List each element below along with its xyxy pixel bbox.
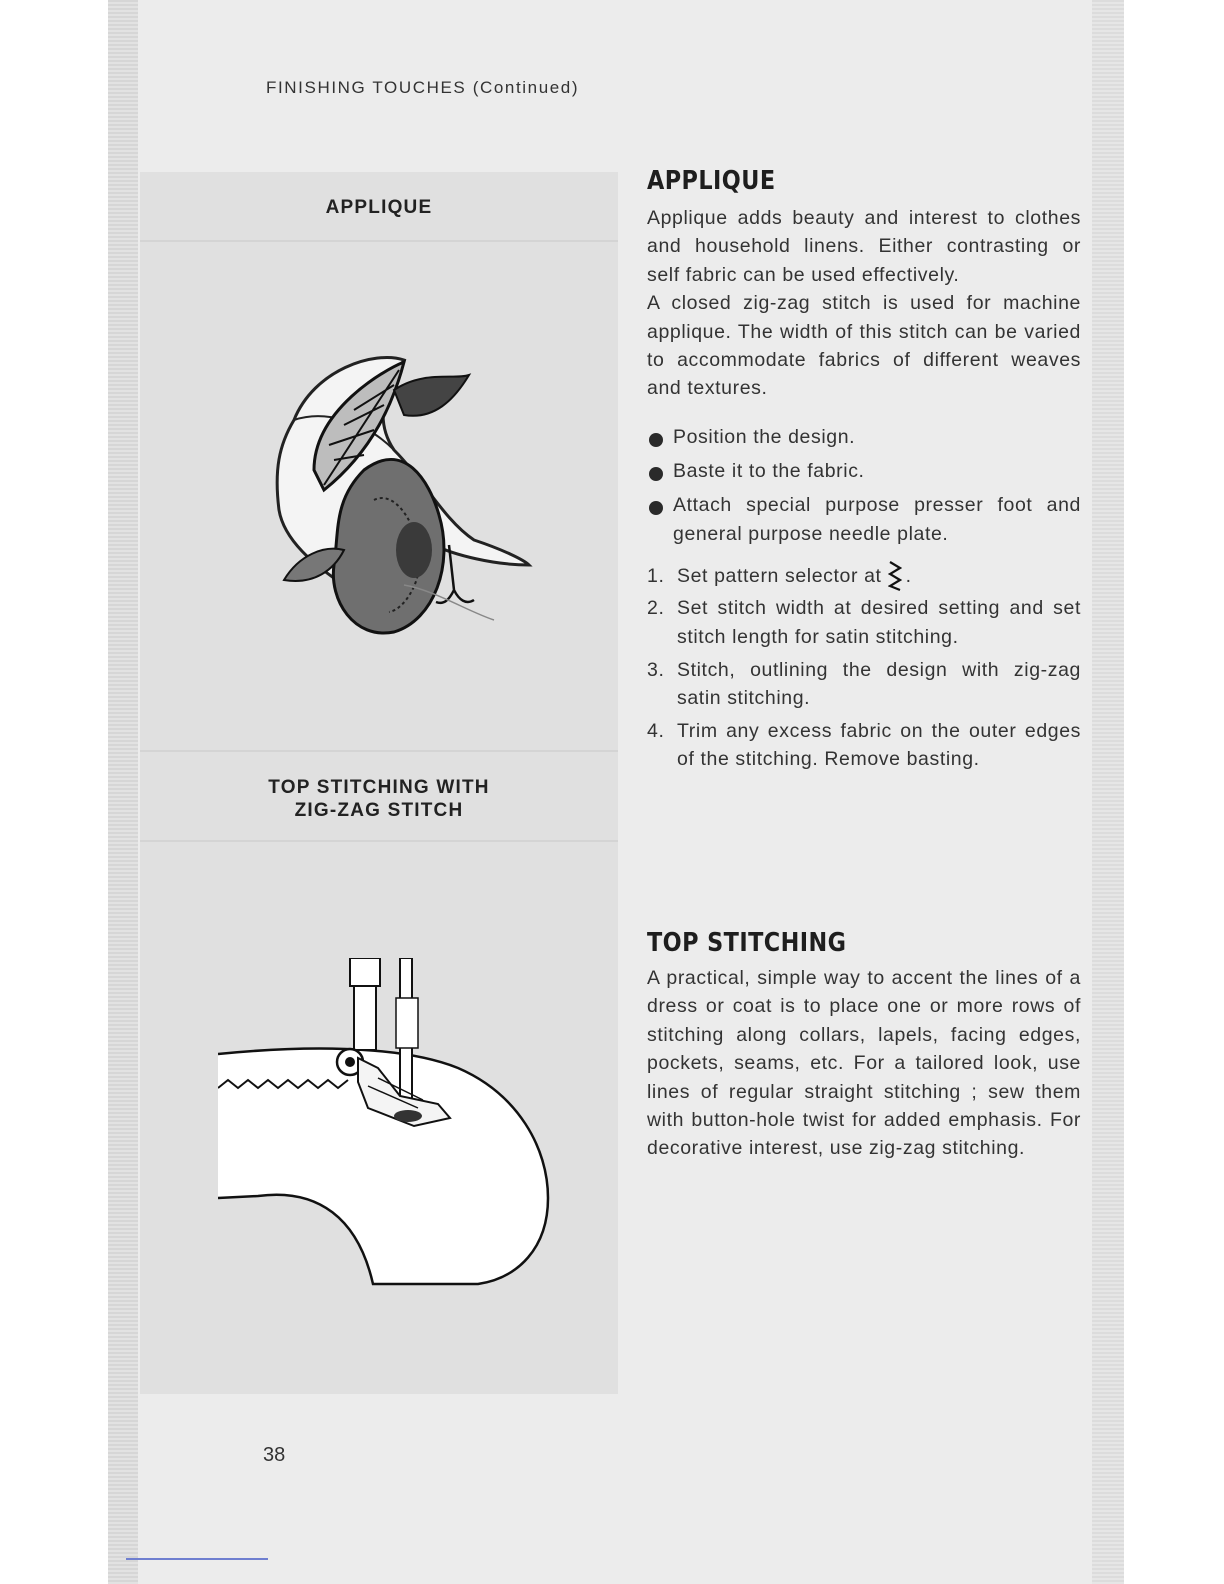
applique-bullet-list bbox=[647, 423, 1081, 549]
presser-foot-illustration bbox=[218, 958, 558, 1288]
applique-caption: APPLIQUE bbox=[325, 197, 433, 218]
illustration-panel bbox=[140, 172, 618, 1394]
bullet-item: Position the design. bbox=[647, 423, 1081, 452]
top-stitching-paragraph: A practical, simple way to accent the lines of a dress or coat is to place one or more rows of stitching along collars, lapels, facing edges, pockets, seams, etc. For a tailored look, use lines of regular straight stitching ; sew them with button-hole twist for added emphasis. For decorative interest, use zig-zag stitching. bbox=[647, 967, 1081, 1160]
top-stitching-section bbox=[647, 928, 1081, 1163]
page-number: 38 bbox=[263, 1444, 286, 1466]
applique-title: APPLIQUE bbox=[647, 166, 776, 196]
bullet-item: Baste it to the fabric. bbox=[647, 457, 1081, 486]
bullet-item: Attach special purpose presser foot and general purpose needle plate. bbox=[647, 491, 1081, 549]
applique-paragraph: A closed zig-zag stitch is used for machine applique. The width of this stitch can be varied to accommodate fabrics of different weaves and textures. bbox=[647, 292, 1081, 400]
bullet-dot-icon bbox=[649, 501, 663, 515]
step-item: 2. Set stitch width at desired setting and set stitch length for satin stitching. bbox=[647, 597, 1081, 649]
panel-divider bbox=[140, 750, 618, 752]
scan-bottom-mark bbox=[126, 1558, 268, 1560]
applique-paragraph: Applique adds beauty and interest to clothes and household linens. Either contrasting or self fabric can be used effectively. bbox=[647, 207, 1081, 286]
scan-edge-left bbox=[108, 0, 138, 1584]
step-item: 1. Set pattern selector at . bbox=[647, 562, 1081, 591]
running-head: FINISHING TOUCHES (Continued) bbox=[266, 78, 580, 97]
applique-steps bbox=[647, 562, 1081, 774]
top-stitching-caption: TOP STITCHING WITH ZIG-ZAG STITCH bbox=[268, 777, 490, 821]
bullet-dot-icon bbox=[649, 433, 663, 447]
bullet-dot-icon bbox=[649, 467, 663, 481]
step-item: 4. Trim any excess fabric on the outer edges of the stitching. Remove basting. bbox=[647, 719, 1081, 771]
scan-edge-right bbox=[1092, 0, 1124, 1584]
top-stitching-title: TOP STITCHING bbox=[647, 928, 847, 958]
panel-divider bbox=[140, 840, 618, 842]
panel-divider bbox=[140, 240, 618, 242]
step-item: 3. Stitch, outlining the design with zig-zag satin stitching. bbox=[647, 658, 1081, 710]
pear-applique-illustration bbox=[254, 350, 554, 650]
zig-zag-stitch-icon bbox=[888, 560, 902, 592]
applique-section bbox=[647, 166, 1081, 778]
